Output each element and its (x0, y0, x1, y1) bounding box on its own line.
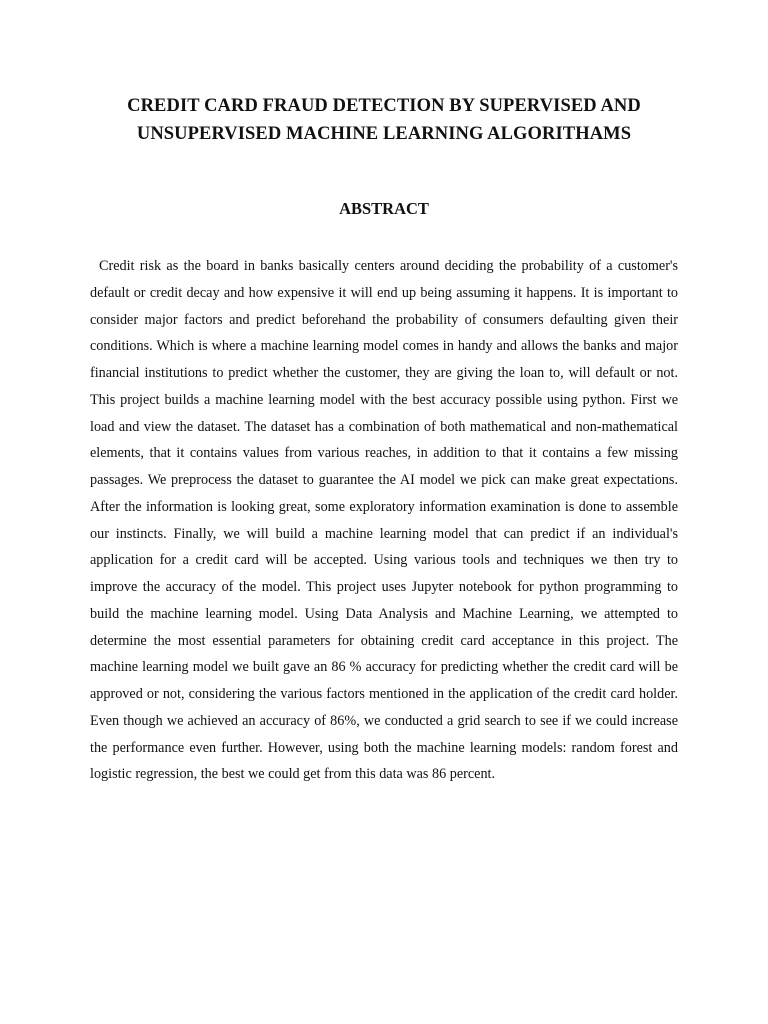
abstract-paragraph: Credit risk as the board in banks basically centers around deciding the probability of a customer's default or credit decay and how expensive it will end up being assuming it happens. It is important to consider major factors and predict beforehand the probability of consumers defaulting given their conditions. Which is where a machine learning model comes in handy and allows the banks and major financial institutions to predict whether the customer, they are giving the loan to, will default or not. This project builds a machine learning model with the best accuracy possible using python. First we load and view the dataset. The dataset has a combination of both mathematical and non-mathematical elements, that it contains values from various reaches, in addition to that it contains a few missing passages. We preprocess the dataset to guarantee the AI model we pick can make great expectations. After the information is looking great, some exploratory information examination is done to assemble our instincts. Finally, we will build a machine learning model that can predict if an individual's application for a credit card will be accepted. Using various tools and techniques we then try to improve the accuracy of the model. This project uses Jupyter notebook for python programming to build the machine learning model. Using Data Analysis and Machine Learning, we attempted to determine the most essential parameters for obtaining credit card acceptance in this project. The machine learning model we built gave an 86 % accuracy for predicting whether the credit card will be approved or not, considering the various factors mentioned in the application of the credit card holder. Even though we achieved an accuracy of 86%, we conducted a grid search to see if we could increase the performance even further. However, using both the machine learning models: random forest and logistic regression, the best we could get from this data was 86 percent. (90, 258, 678, 783)
title-line-2: UNSUPERVISED MACHINE LEARNING ALGORITHAMS (136, 124, 632, 144)
abstract-heading: ABSTRACT (339, 199, 429, 218)
title-line-1: CREDIT CARD FRAUD DETECTION BY SUPERVISED AND (127, 96, 641, 116)
document-title (90, 92, 678, 148)
